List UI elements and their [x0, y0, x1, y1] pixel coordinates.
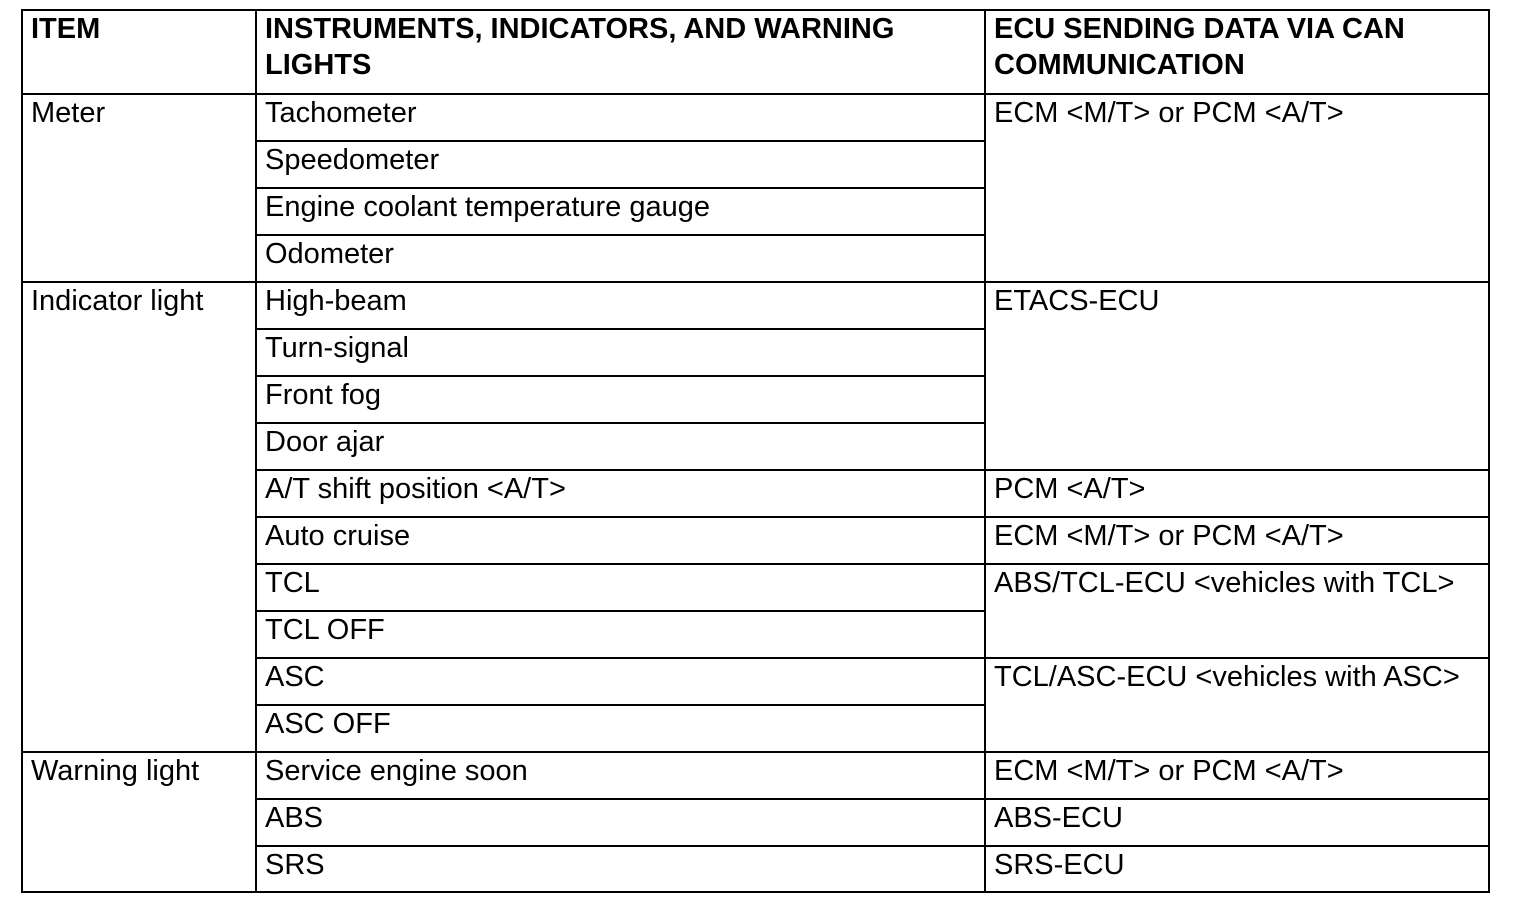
header-item: ITEM	[22, 10, 256, 94]
group-warning-light: Warning light	[22, 752, 256, 892]
instrument-cell: A/T shift position <A/T>	[256, 470, 985, 517]
instrument-cell: High-beam	[256, 282, 985, 329]
instrument-cell: Speedometer	[256, 141, 985, 188]
table-row	[22, 752, 1489, 799]
ecu-cell: SRS-ECU	[985, 846, 1489, 892]
instrument-cell: Tachometer	[256, 94, 985, 141]
instrument-cell: Service engine soon	[256, 752, 985, 799]
header-ecu: ECU SENDING DATA VIA CAN COMMUNICATION	[985, 10, 1489, 94]
instrument-cell: TCL	[256, 564, 985, 611]
instrument-cell: Auto cruise	[256, 517, 985, 564]
group-indicator-light: Indicator light	[22, 282, 256, 752]
instrument-ecu-table	[21, 9, 1490, 893]
ecu-cell: ECM <M/T> or PCM <A/T>	[985, 517, 1489, 564]
ecu-cell: ABS/TCL-ECU <vehicles with TCL>	[985, 564, 1489, 658]
ecu-cell: ECM <M/T> or PCM <A/T>	[985, 94, 1489, 282]
instrument-cell: Engine coolant temperature gauge	[256, 188, 985, 235]
instrument-cell: Turn-signal	[256, 329, 985, 376]
ecu-cell: TCL/ASC-ECU <vehicles with ASC>	[985, 658, 1489, 752]
instrument-cell: ASC OFF	[256, 705, 985, 752]
instrument-cell: SRS	[256, 846, 985, 892]
table-row	[22, 282, 1489, 329]
instrument-cell: Front fog	[256, 376, 985, 423]
instrument-cell: TCL OFF	[256, 611, 985, 658]
group-meter: Meter	[22, 94, 256, 282]
ecu-cell: ECM <M/T> or PCM <A/T>	[985, 752, 1489, 799]
table-row	[22, 94, 1489, 141]
instrument-cell: ABS	[256, 799, 985, 846]
ecu-cell: PCM <A/T>	[985, 470, 1489, 517]
ecu-cell: ABS-ECU	[985, 799, 1489, 846]
ecu-cell: ETACS-ECU	[985, 282, 1489, 470]
header-row	[22, 10, 1489, 94]
instrument-cell: Door ajar	[256, 423, 985, 470]
header-instruments: INSTRUMENTS, INDICATORS, AND WARNING LIGHTS	[256, 10, 985, 94]
instrument-cell: Odometer	[256, 235, 985, 282]
instrument-cell: ASC	[256, 658, 985, 705]
